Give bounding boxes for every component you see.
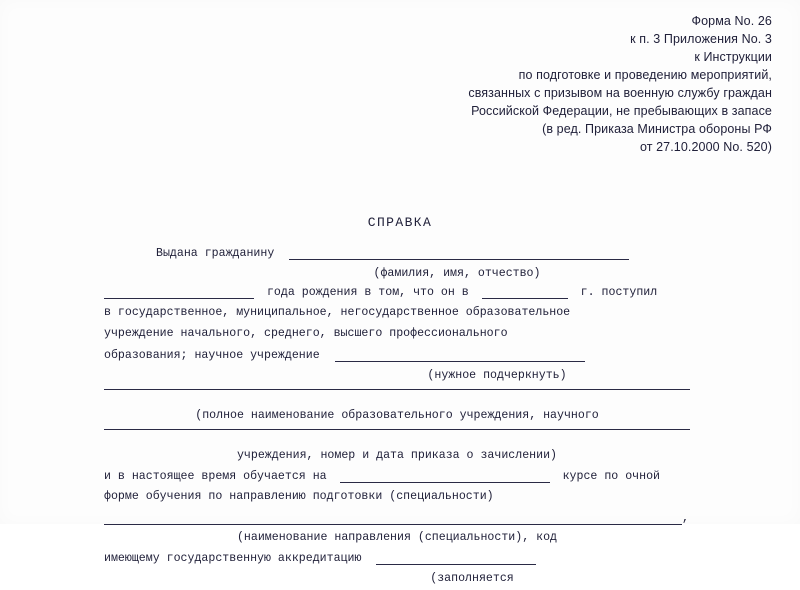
order-number-blank-row: [104, 429, 690, 449]
caption-speciality-name: (наименование направления (специальности), код: [236, 531, 558, 544]
admission-year-blank[interactable]: [482, 285, 568, 299]
document-body: [104, 246, 690, 590]
accreditation-blank[interactable]: [376, 551, 536, 565]
caption-filled-by: (заполняется: [430, 572, 514, 585]
speciality-blank[interactable]: [104, 511, 682, 525]
caption-fio: (фамилия, имя, отчество): [373, 267, 541, 280]
admission-text: г. поступил: [580, 286, 658, 299]
body-row-institution-type-1: [104, 306, 690, 327]
current-study-text: и в настоящее время обучается на: [104, 470, 327, 483]
caption-underline-needed: (нужное подчеркнуть): [427, 369, 567, 382]
body-row-accreditation: [104, 551, 690, 572]
course-number-blank[interactable]: [340, 469, 550, 483]
scientific-institution-blank[interactable]: [335, 348, 585, 362]
caption-order-number: учреждения, номер и дата приказа о зачислении): [236, 449, 558, 462]
birth-year-blank[interactable]: [104, 285, 254, 299]
speciality-blank-row: [104, 511, 690, 531]
header-line-4: по подготовке и проведению мероприятий,: [518, 68, 772, 82]
header-line-2: к п. 3 Приложения No. 3: [630, 32, 772, 46]
body-row-institution-type-3: [104, 348, 690, 369]
body-row-speciality: [104, 490, 690, 511]
institution-type-line-3: образования; научное учреждение: [104, 349, 320, 362]
course-suffix-text: курсе по очной: [562, 470, 660, 483]
institution-type-line-1: в государственное, муниципальное, негосударственное образовательное: [104, 306, 571, 319]
issued-to-label: Выдана гражданину: [156, 247, 275, 260]
header-line-5: связанных с призывом на военную службу граждан: [468, 86, 772, 100]
institution-type-line-2: учреждение начального, среднего, высшего профессионального: [104, 327, 508, 340]
body-row-birth-year: [104, 285, 690, 306]
header-block: [252, 12, 772, 156]
order-number-blank[interactable]: [104, 429, 690, 430]
header-line-8: от 27.10.2000 No. 520): [639, 140, 772, 154]
header-line-3: к Инструкции: [694, 50, 772, 64]
body-row-course: [104, 469, 690, 490]
accreditation-text: имеющему государственную аккредитацию: [104, 552, 362, 565]
institution-name-blank[interactable]: [104, 389, 690, 390]
speciality-comma: ,: [682, 512, 689, 525]
body-row-issued-to: [104, 246, 690, 267]
birth-year-text: года рождения в том, что он в: [266, 286, 469, 299]
speciality-text: форме обучения по направлению подготовки (специальности): [104, 490, 494, 503]
issued-to-blank[interactable]: [289, 246, 629, 260]
institution-name-blank-row: [104, 389, 690, 409]
header-line-1: Форма No. 26: [691, 14, 772, 28]
header-line-7: (в ред. Приказа Министра обороны РФ: [542, 122, 772, 136]
header-line-6: Российской Федерации, не пребывающих в запасе: [471, 104, 772, 118]
body-row-institution-type-2: [104, 327, 690, 348]
caption-institution-full-name: (полное наименование образовательного учреждения, научного: [195, 409, 599, 422]
page-title: СПРАВКА: [367, 215, 433, 230]
